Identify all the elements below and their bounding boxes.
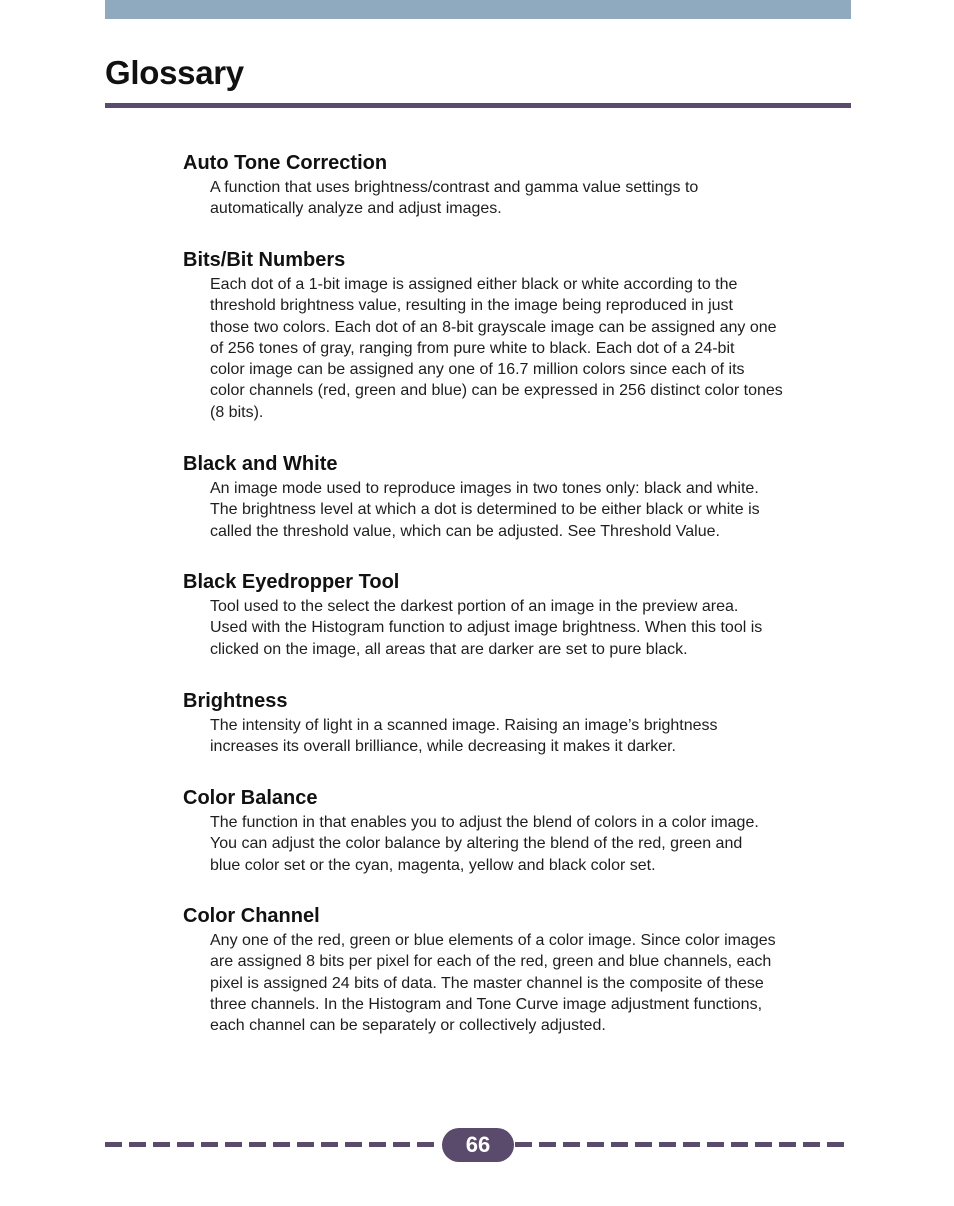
glossary-term: Brightness bbox=[183, 690, 288, 712]
definition-line: Tool used to the select the darkest portion of an image in the preview area. bbox=[210, 598, 739, 615]
definition-line: An image mode used to reproduce images in two tones only: black and white. bbox=[210, 480, 759, 497]
glossary-definition bbox=[210, 274, 853, 423]
glossary-entry bbox=[183, 248, 853, 423]
glossary-entry bbox=[183, 786, 853, 876]
footer-dashed-rule-right bbox=[515, 1142, 851, 1147]
definition-line: A function that uses brightness/contrast and gamma value settings to bbox=[210, 179, 699, 196]
definition-line: three channels. In the Histogram and Tone Curve image adjustment functions, bbox=[210, 995, 763, 1013]
glossary-entry bbox=[183, 151, 853, 220]
definition-line: The intensity of light in a scanned image. Raising an image’s brightness bbox=[210, 717, 718, 734]
glossary-term: Black and White bbox=[183, 453, 338, 475]
definition-line: Each dot of a 1-bit image is assigned either black or white according to the bbox=[210, 276, 738, 293]
definition-line: each channel can be separately or collectively adjusted. bbox=[210, 1017, 606, 1035]
glossary-definition bbox=[210, 715, 853, 758]
definition-line: Any one of the red, green or blue elements of a color image. Since color images bbox=[210, 932, 776, 949]
definition-line: The brightness level at which a dot is determined to be either black or white is bbox=[210, 501, 760, 519]
definition-line: Used with the Histogram function to adjust image brightness. When this tool is bbox=[210, 619, 763, 637]
definition-line: color channels (red, green and blue) can be expressed in 256 distinct color tones bbox=[210, 382, 783, 400]
footer-dashed-rule-left bbox=[105, 1142, 441, 1147]
definition-line: of 256 tones of gray, ranging from pure white to black. Each dot of a 24-bit bbox=[210, 339, 735, 357]
glossary-term: Color Balance bbox=[183, 787, 318, 809]
glossary-definition bbox=[210, 930, 853, 1036]
definition-line: You can adjust the color balance by altering the blend of the red, green and bbox=[210, 835, 743, 853]
definition-line: increases its overall brilliance, while decreasing it makes it darker. bbox=[210, 738, 676, 756]
definition-line: are assigned 8 bits per pixel for each of the red, green and blue channels, each bbox=[210, 953, 772, 971]
page-footer bbox=[105, 1128, 851, 1162]
glossary-term: Bits/Bit Numbers bbox=[183, 249, 346, 271]
glossary-definition bbox=[210, 596, 853, 660]
title-rule bbox=[105, 103, 851, 108]
page-number-badge: 66 bbox=[442, 1128, 514, 1162]
glossary-entry bbox=[183, 689, 853, 758]
definition-line: color image can be assigned any one of 16.7 million colors since each of its bbox=[210, 361, 745, 379]
glossary-definition bbox=[210, 478, 853, 542]
definition-line: automatically analyze and adjust images. bbox=[210, 200, 502, 218]
definition-line: pixel is assigned 24 bits of data. The master channel is the composite of these bbox=[210, 974, 764, 992]
definition-line: called the threshold value, which can be adjusted. See Threshold Value. bbox=[210, 522, 720, 540]
definition-line: threshold brightness value, resulting in the image being reproduced in just bbox=[210, 297, 733, 315]
definition-line: The function in that enables you to adjust the blend of colors in a color image. bbox=[210, 814, 759, 831]
glossary-term: Auto Tone Correction bbox=[183, 152, 388, 174]
definition-line: those two colors. Each dot of an 8-bit grayscale image can be assigned any one bbox=[210, 318, 777, 336]
glossary-definition bbox=[210, 812, 853, 876]
glossary-definition bbox=[210, 177, 853, 220]
header-band bbox=[105, 0, 851, 19]
glossary-entry bbox=[183, 904, 853, 1036]
definition-line: (8 bits). bbox=[210, 403, 264, 421]
definition-line: clicked on the image, all areas that are darker are set to pure black. bbox=[210, 640, 688, 658]
glossary-entry bbox=[183, 452, 853, 542]
page-title: Glossary bbox=[105, 54, 244, 91]
glossary-entry bbox=[183, 570, 853, 660]
glossary-term: Color Channel bbox=[183, 905, 320, 927]
definition-line: blue color set or the cyan, magenta, yellow and black color set. bbox=[210, 856, 656, 874]
glossary-term: Black Eyedropper Tool bbox=[183, 571, 400, 593]
